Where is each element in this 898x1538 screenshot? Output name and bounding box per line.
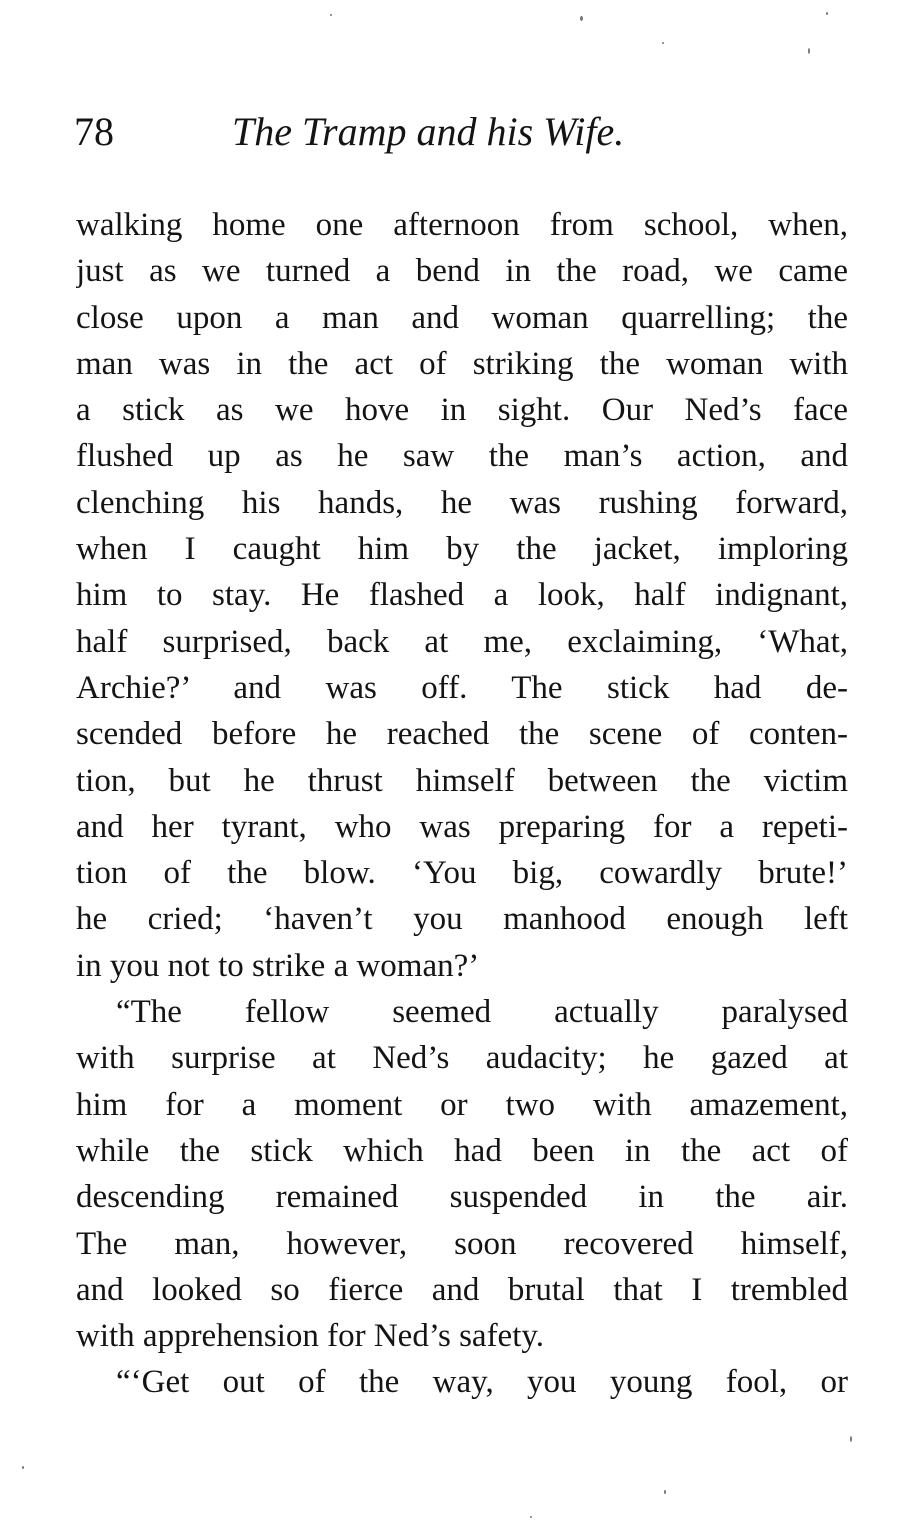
text-line: and her tyrant, who was preparing for a repeti- — [76, 808, 848, 845]
text-line: descending remained suspended in the air. — [76, 1179, 848, 1216]
page-number: 78 — [74, 109, 114, 154]
text-line: tion, but he thrust himself between the victim — [76, 762, 848, 799]
text-line: in you not to strike a woman?’ — [76, 947, 480, 984]
text-line: “The fellow seemed actually paralysed — [116, 994, 848, 1031]
paper-speck — [850, 1436, 852, 1442]
paper-speck — [22, 1466, 24, 1469]
text-line: and looked so fierce and brutal that I trembled — [76, 1271, 848, 1308]
text-line: with apprehension for Ned’s safety. — [76, 1318, 544, 1355]
text-line: close upon a man and woman quarrelling; the — [76, 299, 848, 336]
text-line: just as we turned a bend in the road, we came — [76, 253, 848, 290]
text-line: man was in the act of striking the woman with — [76, 345, 848, 382]
paper-speck — [530, 1516, 532, 1518]
text-line: with surprise at Ned’s audacity; he gazed at — [76, 1040, 848, 1077]
text-line: walking home one afternoon from school, when, — [76, 207, 848, 243]
text-line: a stick as we hove in sight. Our Ned’s face — [76, 392, 848, 429]
text-line: scended before he reached the scene of conten- — [76, 716, 848, 753]
paper-speck — [330, 14, 332, 16]
text-line: Archie?’ and was off. The stick had de- — [76, 669, 848, 706]
running-title: The Tramp and his Wife. — [232, 109, 625, 154]
paper-speck — [826, 12, 828, 15]
text-line: he cried; ‘haven’t you manhood enough left — [76, 901, 848, 938]
body-text — [76, 202, 848, 1406]
text-line: tion of the blow. ‘You big, cowardly brute!’ — [76, 855, 848, 892]
text-line: him for a moment or two with amazement, — [76, 1086, 848, 1123]
text-line: when I caught him by the jacket, imploring — [76, 531, 848, 568]
text-line: him to stay. He flashed a look, half indignant, — [76, 577, 848, 614]
paper-speck — [808, 48, 810, 54]
paper-speck — [662, 42, 664, 44]
text-line: “‘Get out of the way, you young fool, or — [116, 1364, 848, 1401]
text-line: The man, however, soon recovered himself, — [76, 1225, 848, 1262]
paper-speck — [664, 1490, 666, 1494]
page-header — [74, 108, 854, 164]
text-line: clenching his hands, he was rushing forward, — [76, 484, 848, 521]
text-line: while the stick which had been in the act of — [76, 1132, 848, 1169]
text-line: half surprised, back at me, exclaiming, ‘What, — [76, 623, 848, 660]
paper-speck — [580, 16, 583, 21]
text-line: flushed up as he saw the man’s action, and — [76, 438, 848, 475]
